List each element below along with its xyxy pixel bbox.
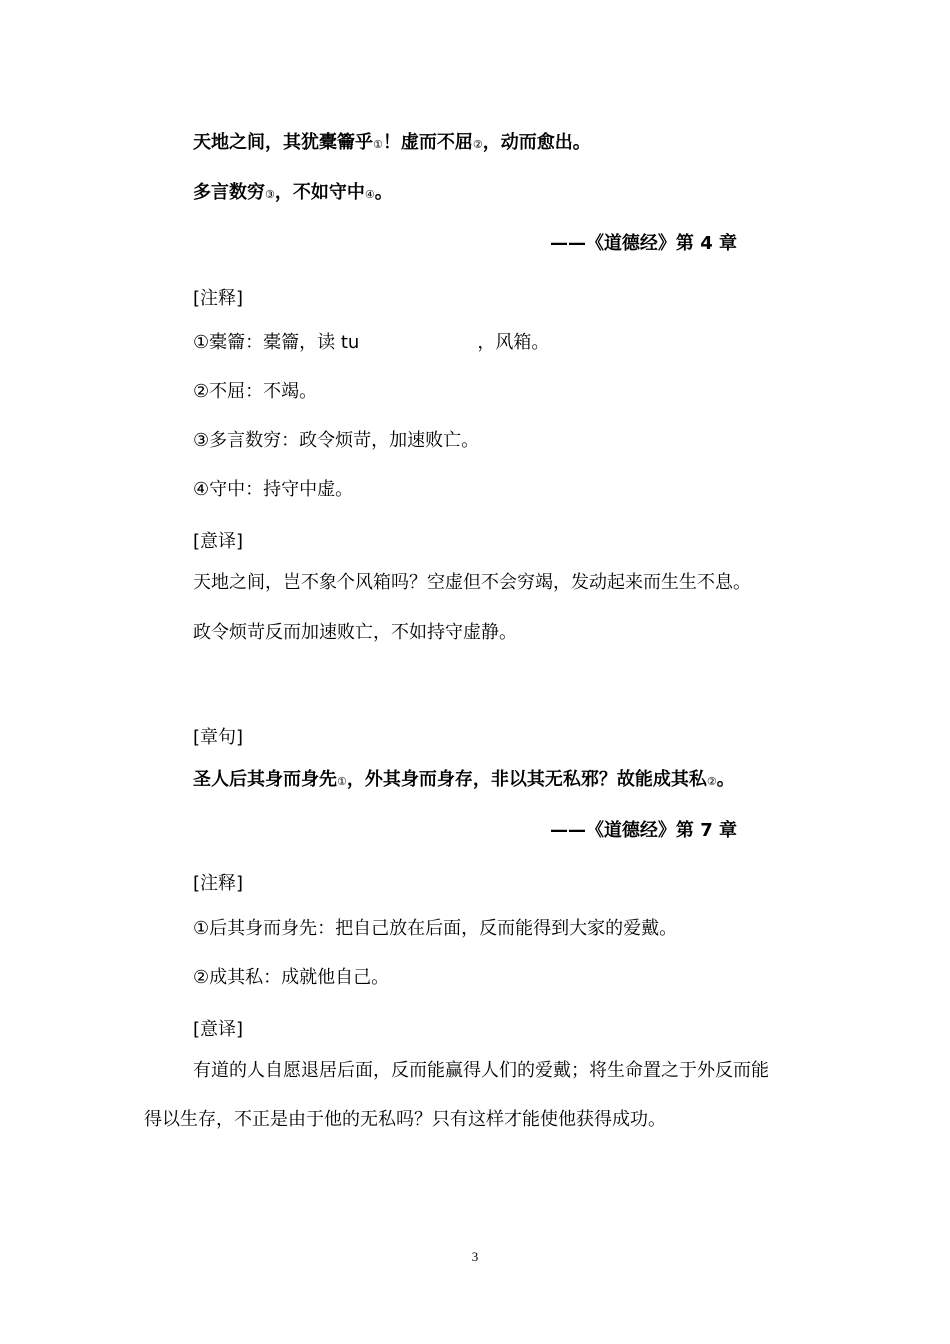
source-citation: ——《道德经》第 7 章 <box>549 820 737 841</box>
translation-line: 有道的人自愿退居后面，反而能赢得人们的爱戴；将生命置之于外反而能 <box>193 1060 769 1081</box>
verse-text: 。 <box>716 769 735 790</box>
note-item: ④守中：持守中虚。 <box>193 479 354 500</box>
footnote-marker[interactable]: ② <box>706 775 717 788</box>
verse-text: 圣人后其身而身先 <box>193 769 337 790</box>
note-text: ，风箱。 <box>477 332 550 353</box>
verse-text: ，不如守中 <box>274 182 365 203</box>
translation-line: 得以生存，不正是由于他的无私吗？只有这样才能使他获得成功。 <box>144 1109 666 1130</box>
verse-line <box>193 768 735 794</box>
verse-text: 天地之间，其犹橐籥乎 <box>193 132 373 153</box>
footnote-marker[interactable]: ① <box>337 775 347 788</box>
notes-heading: [注释] <box>193 873 244 894</box>
note-item: ①后其身而身先：把自己放在后面，反而能得到大家的爱戴。 <box>193 918 678 939</box>
footnote-marker[interactable]: ④ <box>364 188 375 201</box>
translation-line: 天地之间，岂不象个风箱吗？空虚但不会穷竭，发动起来而生生不息。 <box>193 572 751 593</box>
note-item: ③多言数穷：政令烦苛，加速败亡。 <box>193 430 480 451</box>
notes-heading: [注释] <box>193 288 244 309</box>
source-citation: ——《道德经》第 4 章 <box>549 233 737 254</box>
verse-text: 多言数穷 <box>193 182 265 203</box>
note-item <box>193 331 549 355</box>
note-item: ②不屈：不竭。 <box>193 381 318 402</box>
footnote-marker[interactable]: ① <box>373 138 383 151</box>
verse-text: ，动而愈出。 <box>482 132 591 153</box>
footnote-marker[interactable]: ③ <box>265 188 275 201</box>
verse-text: ！虚而不屈 <box>382 132 473 153</box>
translation-heading: [意译] <box>193 531 244 552</box>
verse-text: ，外其身而身存，非以其无私邪？故能成其私 <box>346 769 707 790</box>
translation-heading: [意译] <box>193 1019 244 1040</box>
verse-line-2 <box>193 181 393 207</box>
page-number: 3 <box>471 1249 479 1264</box>
footnote-marker[interactable]: ② <box>472 138 483 151</box>
verse-text: 。 <box>374 182 393 203</box>
verse-line-1 <box>193 131 591 157</box>
note-item: ②成其私：成就他自己。 <box>193 967 390 988</box>
chapter-heading: [章句] <box>193 727 244 748</box>
translation-line: 政令烦苛反而加速败亡，不如持守虚静。 <box>193 622 517 643</box>
note-text: ①橐籥：橐籥，读 tu <box>193 332 360 353</box>
